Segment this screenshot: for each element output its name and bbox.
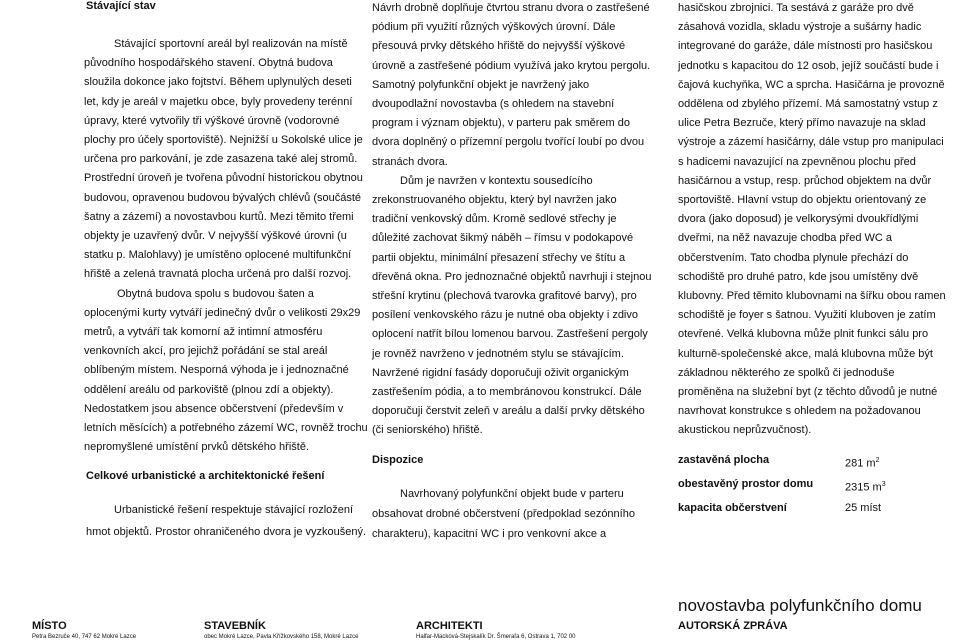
text-line: zásahová vozidla, skladu výstroje a sušárny hadic — [678, 21, 922, 33]
text-line: dveřmi, na něž navazuje chodba před WC a — [678, 232, 893, 244]
text-line: zrekonstruovaného objektu, který byl navržen jako — [372, 194, 617, 206]
text-line: důležité zachovat šikmý náběh – římsu v podokapové — [372, 232, 634, 244]
text-line: proměněna na služební byt (z těchto důvodů je nutné — [678, 386, 938, 398]
text-line: partii objektu, minimální přesazení střechy ve štítu a — [372, 252, 626, 264]
text-line: oddělena od zbylého přízemí. Má samostatný vstup z — [678, 98, 938, 110]
text-line: občerstvením. Tato chodba plynule přechází do — [678, 252, 909, 264]
text-line: (či seniorského) hřiště. — [372, 424, 483, 436]
text-line: letních měsících) a potřebného zázemí WC, rovněž trochu — [84, 422, 368, 434]
text-line: ulice Petra Bezruče, který přímo navazuje na sklad — [678, 117, 926, 129]
text-line: metrů, a vytváří tak komorní až intimní atmosféru — [84, 326, 323, 338]
text-line: integrované do garáže, dále místnosti pro hasičskou — [678, 40, 933, 52]
text-line: oddělení areálu od parkoviště (plnou zdí a objekty). — [84, 384, 334, 396]
project-title: novostavba polyfunkčního domu — [678, 596, 922, 615]
text-line: oblíbeným místem. Nesporná výhoda je i jednoznačné — [84, 364, 349, 376]
stat-value: 2315 $m^3$ — [845, 481, 886, 494]
text-line: budovou, opravenou budovou bývalých chlévů (součásté — [84, 192, 362, 204]
stat-label: zastavěná plocha — [678, 454, 770, 466]
text-line: hasičárnou a vstup, resp. průchod objektem na dvůr — [678, 175, 932, 187]
text-line: dřevěná okna. Pro jednoznačné objektů navrhuji i stejnou — [372, 271, 652, 283]
text-line: akustickou neprůzvučnost). — [678, 424, 812, 436]
text-line: Navrhovaný polyfunkční objekt bude v parteru — [400, 488, 624, 500]
text-line: Stávající sportovní areál byl realizován na místě — [114, 38, 348, 50]
text-line: hasičskou zbrojnici. Ta sestává z garáže pro dvě — [678, 2, 914, 14]
text-line: let, kdy je areál v majetku obce, byly provedeny terénní — [84, 96, 353, 108]
text-line: schodiště pro druhé patro, kde jsou umístěny dvě — [678, 271, 919, 283]
text-line: určena pro parkování, je zde zasazena také alej stromů. — [84, 153, 358, 165]
report-type: AUTORSKÁ ZPRÁVA — [678, 620, 788, 632]
text-line: plochy pro účely sportoviště). Nejnižší u Sokolské ulice je — [84, 134, 363, 146]
text-line: jednotku s kapacitou do 12 osob, jejíž součástí bude i — [678, 60, 939, 72]
text-line: Samotný polyfunkční objekt je navržený jako — [372, 79, 590, 91]
text-line: navrhovat konstrukce s ohledem na požadovanou — [678, 405, 921, 417]
footer-stavebnik-label: STAVEBNÍK — [204, 620, 266, 632]
text-line: tradiční venkovský dům. Kromě sedlové střechy je — [372, 213, 617, 225]
section-heading-dispozice: Dispozice — [372, 454, 424, 466]
text-line: pódium při využití různých výškových úrovní. Dále — [372, 21, 616, 33]
section-heading-urbanism: Celkové urbanistické a architektonické řešení — [86, 470, 325, 482]
text-line: původního hospodářského stavení. Obytná budova — [84, 57, 333, 69]
text-line: obsahovat drobné občerstvení (předpoklad sezónního — [372, 508, 635, 520]
text-line: dvora doplněný o přízemní pergolu tvořící loubí po dvou — [372, 136, 645, 148]
text-line: úrovně a zastřešené pódium využívá jako krytou pergolu. — [372, 60, 651, 72]
text-line: schodiště je foyer s šatnou. Využití kluboven je zatím — [678, 309, 936, 321]
text-line: Obytná budova spolu s budovou šaten a — [117, 288, 314, 300]
footer-architekti-label: ARCHITEKTI — [416, 620, 483, 632]
text-line: je rovněž navrženo v jednotném stylu se stávajícím. — [372, 348, 624, 360]
footer-architekti-value: Halfar-Macková-Stejskalík Dr. Šmeraľa 6, Ostrava 1, 702 00 — [416, 634, 576, 640]
text-line: sportoviště. Hlavní vstup do objektu orientovaný ze — [678, 194, 927, 206]
text-line: základnou některého ze spolků či jednoduše — [678, 367, 895, 379]
text-line: charakteru), kapacitní WC i pro venkovní akce a — [372, 528, 607, 540]
text-line: Nedostatkem jsou absence občerstvení (především v — [84, 403, 344, 415]
text-line: klubovny. Před těmito klubovnami na šířku obou ramen — [678, 290, 946, 302]
text-line: posílení venkovského rázu je nutné oba objekty i zdivo — [372, 309, 638, 321]
text-line: čajová kuchyňka, WC a sprcha. Hasičárna je provozně — [678, 79, 945, 91]
footer-misto-label: MÍSTO — [32, 620, 67, 632]
footer-misto-value: Petra Bezruče 40, 747 62 Mokré Lazce — [32, 634, 137, 640]
footer-stavebnik-value: obec Mokré Lazce, Pavla Křížkovského 158, Mokré Lazce — [204, 634, 359, 640]
text-line: Návrh drobně doplňuje čtvrtou stranu dvora o zastřešené — [372, 2, 650, 14]
text-line: výstroje a zázemí hasičárny, dále vstup pro manipulaci — [678, 136, 944, 148]
text-line: úpravy, které vytvořily tři výškové úrovně (vodorovné — [84, 115, 340, 127]
text-line: nepromyšlené umístění prvků dětského hřiště. — [84, 441, 310, 453]
text-line: Dům je navržen v kontextu sousedícího — [400, 175, 593, 187]
text-line: oplocení natřít bílou lomenou barvou. Zastřešení pergoly — [372, 328, 648, 340]
text-line: doporučuji čerstvit zeleň v areálu a další prvky dětského — [372, 405, 645, 417]
text-line: oplocenými kurty vytváří jedinečný dvůr o velikosti 29x29 — [84, 307, 361, 319]
section-heading: Stávající stav — [86, 0, 156, 12]
text-line: statku p. Malohlavy) je umístěno oplocené multifunkční — [84, 249, 352, 261]
text-line: s hadicemi navazující na zpevněnou plochu před — [678, 156, 916, 168]
text-line: dvoupodlažní novostavba (s ohledem na stavební — [372, 98, 615, 110]
stat-label: obestavěný prostor domu — [678, 478, 814, 490]
stat-value: 281 $m^2$ — [845, 457, 880, 470]
text-line: otevřené. Velká klubovna může plnit funkci sálu pro — [678, 328, 929, 340]
text-line: sloužila dokonce jako fojtství. Během uplynulých deseti — [84, 76, 352, 88]
text-line: přesouvá prvky dětského hřiště do nejvyšší výškové — [372, 40, 626, 52]
text-line: objekty je uzavřený dvůr. V nejvyšší výškové úrovni (u — [84, 230, 347, 242]
stat-label: kapacita občerstvení — [678, 502, 787, 514]
text-line: hmot objektů. Prostor ohraničeného dvora je vyzkoušený. — [86, 526, 367, 538]
text-line: program i význam objektu), v parteru pak směrem do — [372, 117, 630, 129]
text-line: dvora (jako doposud) je velkorysými dvoukřídlými — [678, 213, 919, 225]
text-line: střešní krytinu (plechová tvarovka grafitové barvy), pro — [372, 290, 637, 302]
stat-value: 25 míst — [845, 502, 882, 514]
text-line: stranách dvora. — [372, 156, 448, 168]
text-line: šatny a zázemí) a novostavbou kurtů. Mezi těmito třemi — [84, 211, 354, 223]
text-line: Prostřední úroveň je tvořena původní historickou obytnou — [84, 172, 363, 184]
text-line: Navržené rigidní fasády doporučuji oživit organickým — [372, 367, 629, 379]
text-line: venkovních akcí, pro jejichž pořádání se stal areál — [84, 345, 328, 357]
text-line: hřiště a zelená travnatá plocha určená pro další rozvoj. — [84, 268, 352, 280]
text-line: zastřešením pódia, a to membránovou konstrukcí. Dále — [372, 386, 642, 398]
text-line: kulturně-společenské akce, malá klubovna může být — [678, 348, 933, 360]
text-line: Urbanistické řešení respektuje stávající rozložení — [114, 504, 354, 516]
